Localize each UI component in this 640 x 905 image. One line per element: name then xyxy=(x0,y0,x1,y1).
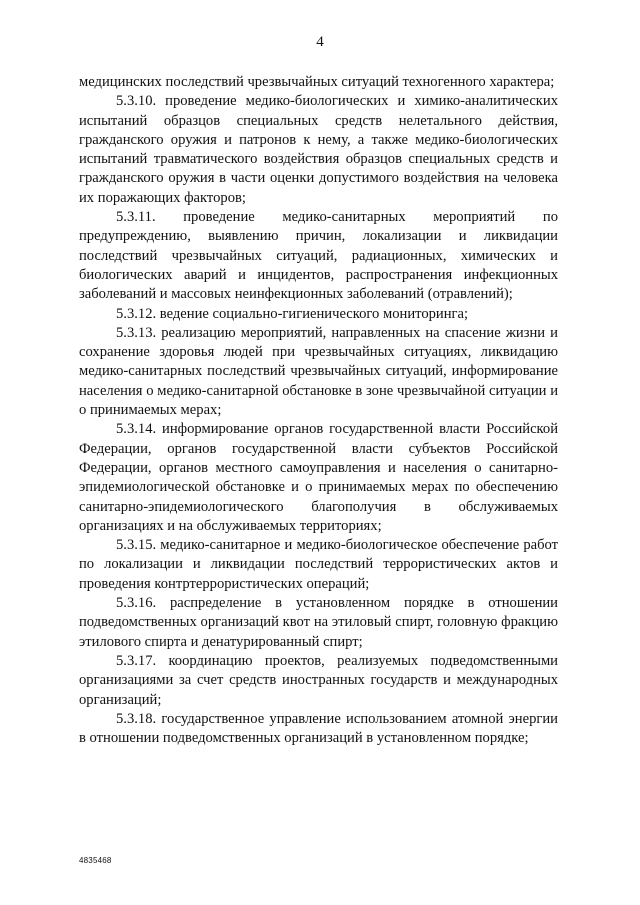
paragraph-5-3-14: 5.3.14. информирование органов государственной власти Российской Федерации, органов государственной власти субъектов Российской Федерации, органов местного самоуправления и населения о санитарно-эпидемиологической обстановке и о принимаемых мерах по обеспечению санитарно-эпидемиологического благополучия в обслуживаемых организациях и на обслуживаемых территориях; xyxy=(79,421,558,534)
paragraph-5-3-18: 5.3.18. государственное управление использованием атомной энергии в отношении подведомственных организаций в установленном порядке; xyxy=(79,710,558,747)
paragraph-5-3-15: 5.3.15. медико-санитарное и медико-биологическое обеспечение работ по локализации и ликвидации последствий террористических актов и проведения контртеррористических операций; xyxy=(79,537,558,592)
paragraph-5-3-13: 5.3.13. реализацию мероприятий, направленных на спасение жизни и сохранение здоровья людей при чрезвычайных ситуациях, ликвидацию медико-санитарных последствий чрезвычайных ситуаций, информирование населения о медико-санитарной обстановке в зоне чрезвычайной ситуации и о принимаемых мерах; xyxy=(79,324,558,419)
paragraph-5-3-10: 5.3.10. проведение медико-биологических и химико-аналитических испытаний образцов специальных средств нелетального действия, гражданского оружия и патронов к нему, а также медико-биологических испытаний травматического воздействия образцов специальных средств и гражданского оружия в части оценки допустимого воздействия на человека их поражающих факторов; xyxy=(79,93,558,206)
page-number: 4 xyxy=(316,34,324,50)
paragraph-5-3-16: 5.3.16. распределение в установленном порядке в отношении подведомственных организаций квот на этиловый спирт, головную фракцию этилового спирта и денатурированный спирт; xyxy=(79,595,558,650)
paragraph-5-3-17: 5.3.17. координацию проектов, реализуемых подведомственными организациями за счет средств иностранных государств и международных организаций; xyxy=(79,652,558,708)
paragraph-5-3-11: 5.3.11. проведение медико-санитарных мероприятий по предупреждению, выявлению причин, локализации и ликвидации последствий чрезвычайных ситуаций, радиационных, химических и биологических аварий и инцидентов, распространения инфекционных заболеваний и массовых неинфекционных заболеваний (отравлений); xyxy=(79,209,558,303)
document-id: 4835468 xyxy=(79,856,112,865)
document-body xyxy=(79,73,558,748)
paragraph-continuation: медицинских последствий чрезвычайных ситуаций техногенного характера; xyxy=(79,74,555,90)
paragraph-5-3-12: 5.3.12. ведение социально-гигиенического мониторинга; xyxy=(116,305,469,322)
